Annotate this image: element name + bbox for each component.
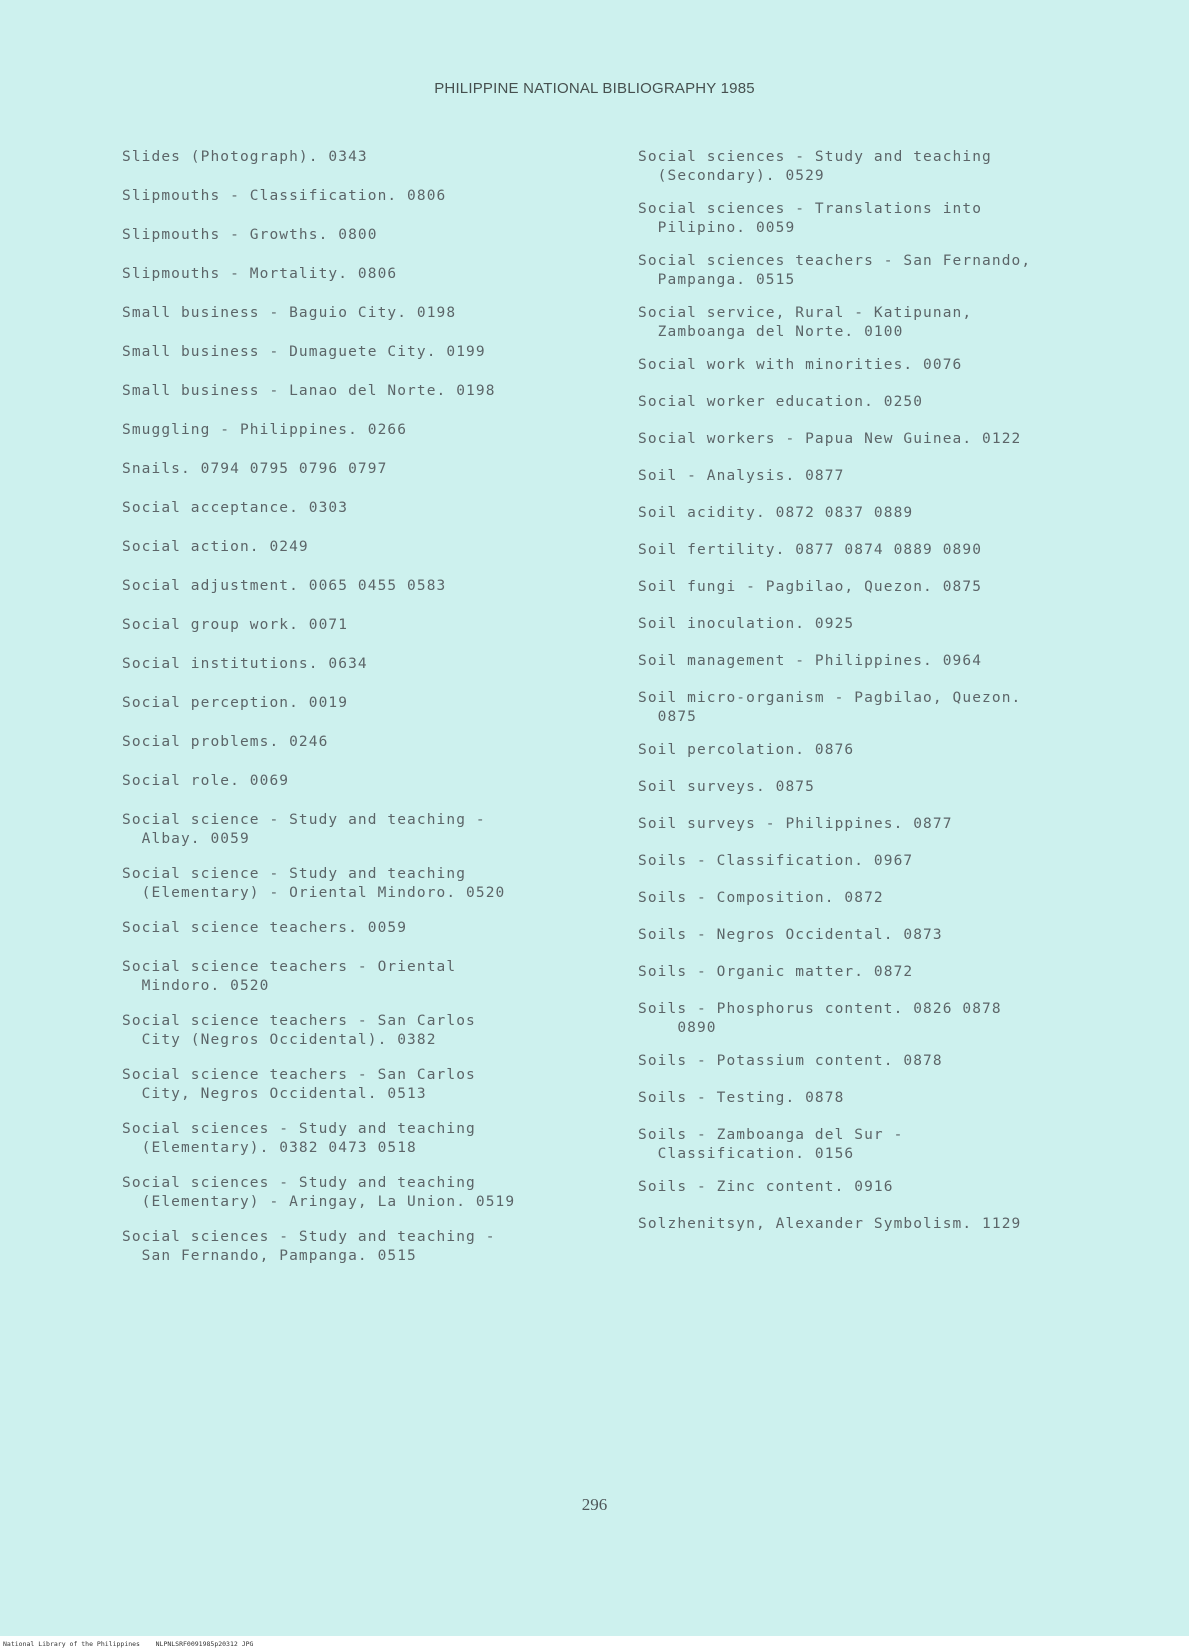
index-entry: Small business - Dumaguete City. 0199 — [122, 344, 486, 360]
index-entry: Soils - Negros Occidental. 0873 — [638, 927, 943, 943]
index-entry: Small business - Lanao del Norte. 0198 — [122, 383, 496, 399]
index-entry: Soils - Testing. 0878 — [638, 1090, 845, 1106]
index-entry: Soils - Zamboanga del Sur - Classification. 0156 — [638, 1127, 904, 1162]
index-entry: Social workers - Papua New Guinea. 0122 — [638, 431, 1022, 447]
index-entry: Social action. 0249 — [122, 539, 309, 555]
right-index-column — [638, 148, 1108, 1252]
index-entry: Soil fungi - Pagbilao, Quezon. 0875 — [638, 579, 983, 595]
index-entry: Solzhenitsyn, Alexander Symbolism. 1129 — [638, 1216, 1022, 1232]
index-entry: Small business - Baguio City. 0198 — [122, 305, 457, 321]
index-entry: Social group work. 0071 — [122, 617, 349, 633]
index-entry: Soils - Zinc content. 0916 — [638, 1179, 894, 1195]
index-entry: Social sciences - Study and teaching (Secondary). 0529 — [638, 149, 992, 184]
index-entry: Snails. 0794 0795 0796 0797 — [122, 461, 388, 477]
index-entry: Slipmouths - Mortality. 0806 — [122, 266, 398, 282]
page-title: PHILIPPINE NATIONAL BIBLIOGRAPHY 1985 — [434, 80, 755, 97]
index-entry: Soil management - Philippines. 0964 — [638, 653, 983, 669]
index-entry: Social science teachers - Oriental Mindoro. 0520 — [122, 959, 457, 994]
index-entry: Soil surveys. 0875 — [638, 779, 815, 795]
index-entry: Social science teachers - San Carlos City, Negros Occidental. 0513 — [122, 1067, 476, 1102]
index-entry: Social science - Study and teaching (Elementary) - Oriental Mindoro. 0520 — [122, 866, 506, 901]
index-entry: Soil fertility. 0877 0874 0889 0890 — [638, 542, 983, 558]
index-entry: Soils - Potassium content. 0878 — [638, 1053, 943, 1069]
index-entry: Social sciences - Study and teaching (Elementary). 0382 0473 0518 — [122, 1121, 476, 1156]
index-entry: Social sciences - Study and teaching (Elementary) - Aringay, La Union. 0519 — [122, 1175, 516, 1210]
index-entry: Social service, Rural - Katipunan, Zamboanga del Norte. 0100 — [638, 305, 973, 340]
left-index-column — [122, 148, 602, 1282]
index-entry: Smuggling - Philippines. 0266 — [122, 422, 408, 438]
index-entry: Slipmouths - Growths. 0800 — [122, 227, 378, 243]
index-entry: Soils - Phosphorus content. 0826 0878 0890 — [638, 1001, 1002, 1036]
index-entry: Soils - Organic matter. 0872 — [638, 964, 914, 980]
index-entry: Soil inoculation. 0925 — [638, 616, 855, 632]
page-number: 296 — [581, 1495, 608, 1514]
index-entry: Soil - Analysis. 0877 — [638, 468, 845, 484]
index-entry: Social sciences - Study and teaching - San Fernando, Pampanga. 0515 — [122, 1229, 496, 1264]
index-entry: Social science - Study and teaching - Albay. 0059 — [122, 812, 486, 847]
footer-note: National Library of the Philippines NLPNLSRF0091985p20312 JPG — [3, 1640, 254, 1648]
index-entry: Soil percolation. 0876 — [638, 742, 855, 758]
index-entry: Social science teachers. 0059 — [122, 920, 408, 936]
index-entry: Soil surveys - Philippines. 0877 — [638, 816, 953, 832]
index-entry: Social science teachers - San Carlos City (Negros Occidental). 0382 — [122, 1013, 476, 1048]
index-entry: Social problems. 0246 — [122, 734, 329, 750]
index-entry: Social acceptance. 0303 — [122, 500, 349, 516]
index-entry: Social worker education. 0250 — [638, 394, 924, 410]
index-entry: Soils - Composition. 0872 — [638, 890, 884, 906]
index-entry: Slides (Photograph). 0343 — [122, 149, 368, 165]
index-entry: Social perception. 0019 — [122, 695, 349, 711]
index-entry: Social sciences teachers - San Fernando, Pampanga. 0515 — [638, 253, 1032, 288]
index-entry: Social work with minorities. 0076 — [638, 357, 963, 373]
index-entry: Soil micro-organism - Pagbilao, Quezon. 0875 — [638, 690, 1022, 725]
index-entry: Social role. 0069 — [122, 773, 290, 789]
index-entry: Social adjustment. 0065 0455 0583 — [122, 578, 447, 594]
index-entry: Slipmouths - Classification. 0806 — [122, 188, 447, 204]
index-entry: Soils - Classification. 0967 — [638, 853, 914, 869]
index-entry: Social institutions. 0634 — [122, 656, 368, 672]
index-entry: Social sciences - Translations into Pilipino. 0059 — [638, 201, 983, 236]
index-entry: Soil acidity. 0872 0837 0889 — [638, 505, 914, 521]
